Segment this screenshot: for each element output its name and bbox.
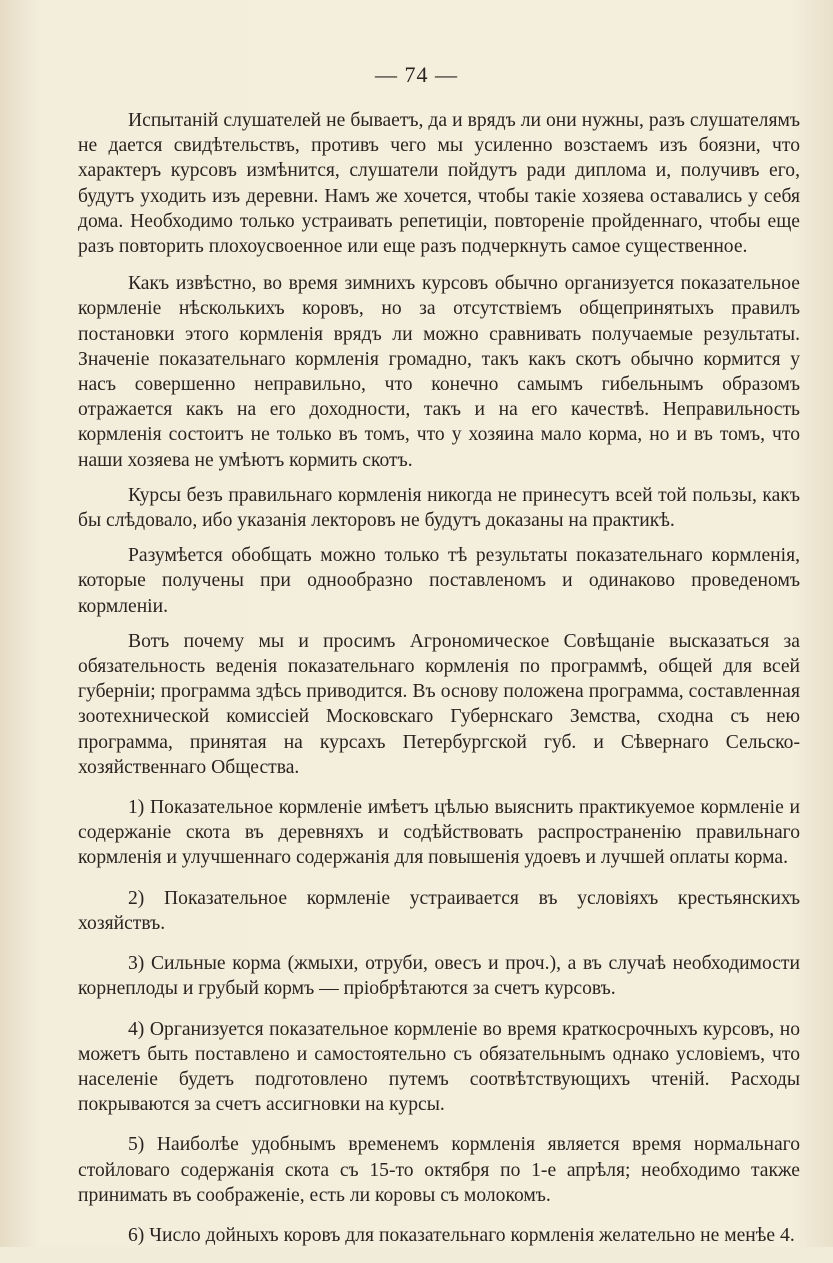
paragraph-demonstration-feeding: Какъ извѣстно, во время зимнихъ курсовъ обычно организуется показательное кормленіе нѣсколькихъ коровъ, но за отсутствіемъ общепринятыхъ правилъ постановки этого кормленія врядъ ли можно сравнивать получаемые результаты. Значеніе показательнаго кормленія громадно, такъ какъ скотъ обычно кормится у насъ совершенно неправильно, что конечно самымъ гибельнымъ образомъ отражается какъ на его доходности, такъ и на его качествѣ. Неправильность кормленія состоитъ не только въ томъ, что у хозяина мало корма, но и въ томъ, что наши хозяева не умѣютъ кормить скотъ. [78, 273, 800, 471]
program-item-3: 3) Сильные корма (жмыхи, отруби, овесъ и проч.), а въ случаѣ необходимости корнеплоды и грубый кормъ — пріобрѣтаются за счетъ курсовъ. [78, 953, 800, 1000]
paragraph-examinations: Испытаній слушателей не бываетъ, да и врядъ ли они нужны, разъ слушателямъ не дается свидѣтельствъ, противъ чего мы усиленно возстаемъ изъ боязни, что характеръ курсовъ измѣнится, слушатели пойдутъ ради диплома и, получивъ его, будутъ уходить изъ деревни. Намъ же хочется, чтобы такіе хозяева оставались у себя дома. Необходимо только устраивать репетиціи, повтореніе пройденнаго, чтобы еще разъ повторить плохоусвоенное или еще разъ подчеркнуть самое существенное. [78, 110, 800, 258]
paragraph-results: Разумѣется обобщать можно только тѣ результаты показательнаго кормленія, которые получены при однообразно поставленомъ и одинаково проведеномъ кормленіи. [78, 545, 800, 617]
program-item-2: 2) Показательное кормленіе устраивается въ условіяхъ крестьянскихъ хозяйствъ. [78, 887, 800, 934]
paragraph-request: Вотъ почему мы и просимъ Агрономическое Совѣщаніе высказаться за обязательность веденія показательнаго кормленія по программѣ, общей для всей губерніи; программа здѣсь приводится. Въ основу положена программа, составленная зоотехнической комиссіей Московскаго Губернскаго Земства, сходна съ нею программа, принятая на курсахъ Петербургской губ. и Сѣвернаго Сельско-хозяйственнаго Общества. [78, 630, 800, 778]
body-text [78, 108, 800, 1263]
paragraph-courses: Курсы безъ правильнаго кормленія никогда не принесутъ всей той пользы, какъ бы слѣдовало, ибо указанія лекторовъ не будутъ доказаны на практикѣ. [78, 484, 800, 532]
program-item-5: 5) Наиболѣе удобнымъ временемъ кормленія является время нормальнаго стойловаго содержанія скота съ 15-то октября по 1-е апрѣля; необходимо также принимать въ соображеніе, есть ли коровы съ молокомъ. [78, 1134, 800, 1206]
program-item-6: 6) Число дойныхъ коровъ для показательнаго кормленія желательно не менѣе 4. [128, 1224, 795, 1246]
program-item-4: 4) Организуется показательное кормленіе во время краткосрочныхъ курсовъ, но можетъ быть поставлено и самостоятельно съ обязательнымъ однако условіемъ, что населеніе будетъ подготовлено путемъ соотвѣтствующихъ чтеній. Расходы покрываются за счетъ ассигновки на курсы. [78, 1018, 800, 1116]
program-item-1: 1) Показательное кормленіе имѣетъ цѣлью выяснить практикуемое кормленіе и содержаніе скота въ деревняхъ и содѣйствовать распространенію правильнаго кормленія и улучшеннаго содержанія для повышенія удоевъ и лучшей оплаты корма. [78, 797, 800, 869]
page-number: — 74 — [375, 62, 458, 87]
